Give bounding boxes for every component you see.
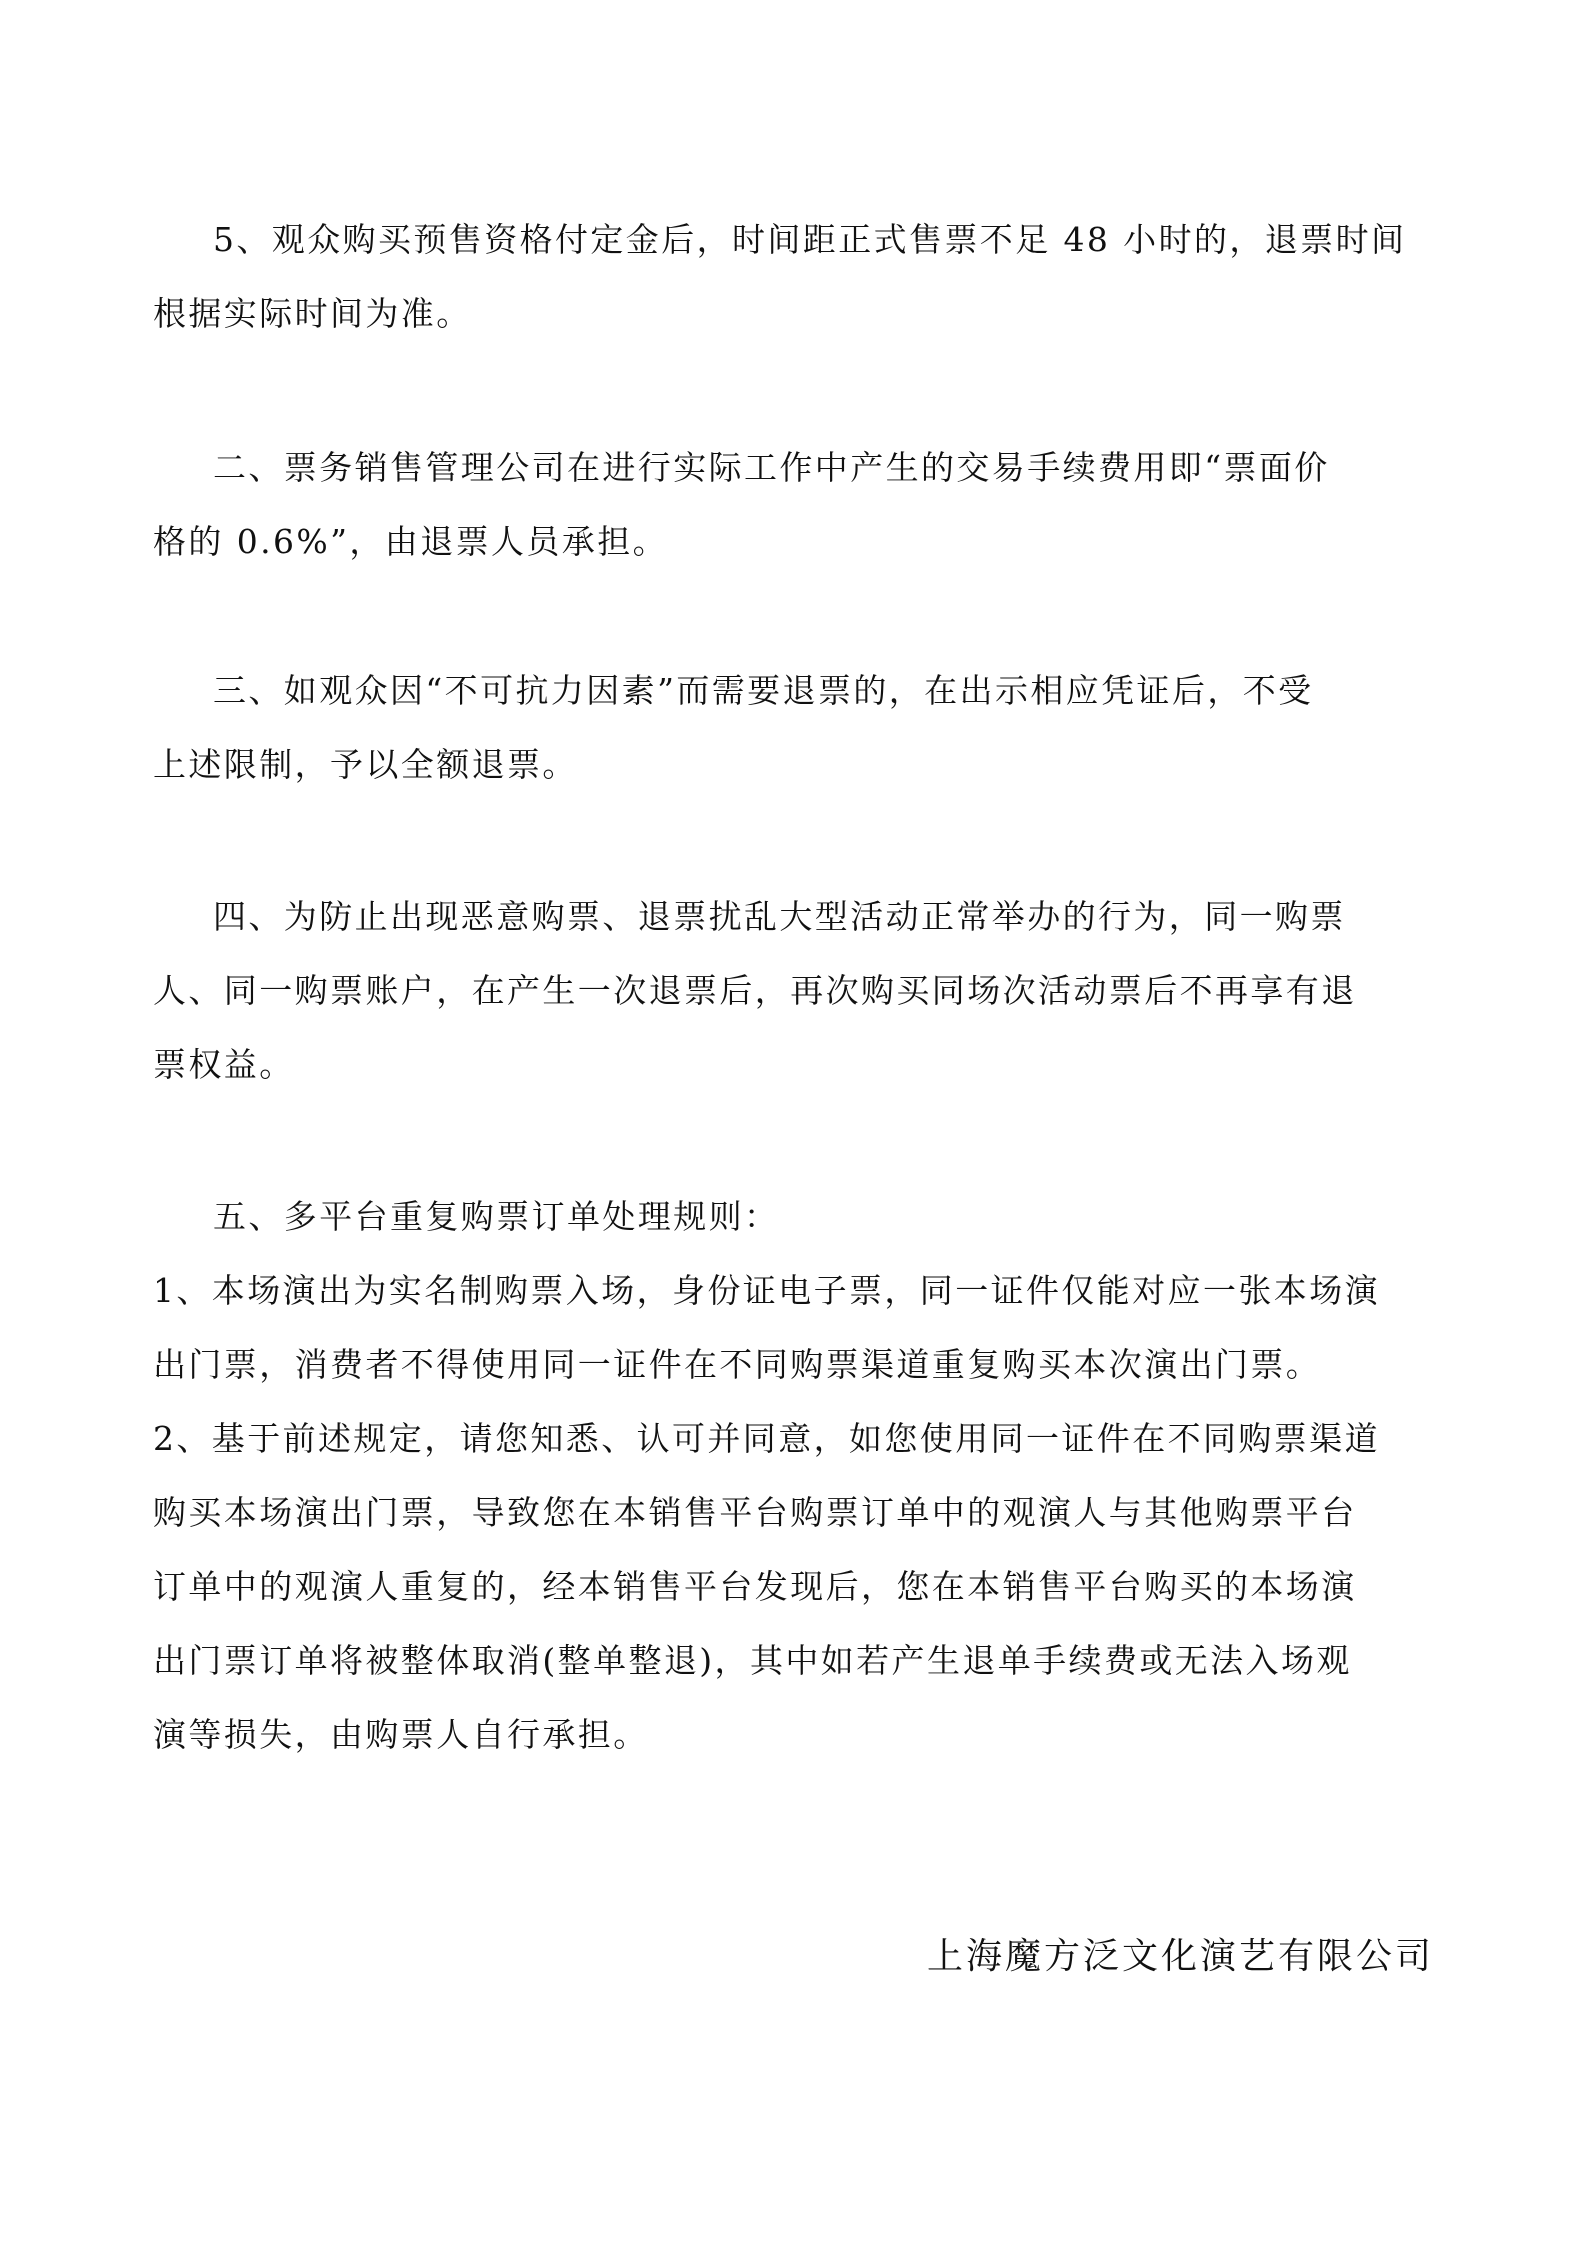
section-4-paragraph [153, 880, 1434, 1102]
section-5-line-6: 出门票订单将被整体取消(整单整退)，其中如若产生退单手续费或无法入场观 [153, 1641, 1352, 1680]
item-5-paragraph [153, 203, 1434, 351]
section-5-line-4: 购买本场演出门票，导致您在本销售平台购票订单中的观演人与其他购票平台 [153, 1493, 1357, 1532]
section-2-paragraph [153, 431, 1434, 579]
section-5-line-1: 1、本场演出为实名制购票入场，身份证电子票，同一证件仅能对应一张本场演 [153, 1271, 1380, 1310]
item-5-line-1: 5、观众购买预售资格付定金后，时间距正式售票不足 48 小时的，退票时间 [213, 220, 1407, 259]
section-5-line-3: 2、基于前述规定，请您知悉、认可并同意，如您使用同一证件在不同购票渠道 [153, 1419, 1380, 1458]
section-4-line-3: 票权益。 [153, 1045, 295, 1084]
section-4-line-1: 四、为防止出现恶意购票、退票扰乱大型活动正常举办的行为，同一购票 [213, 897, 1346, 936]
company-signature: 上海魔方泛文化演艺有限公司 [926, 1936, 1434, 1977]
section-5-paragraph [153, 1180, 1434, 1772]
section-5-line-2: 出门票，消费者不得使用同一证件在不同购票渠道重复购买本次演出门票。 [153, 1345, 1322, 1384]
section-2-line-2: 格的 0.6%”，由退票人员承担。 [153, 522, 668, 561]
section-3-line-1: 三、如观众因“不可抗力因素”而需要退票的，在出示相应凭证后，不受 [213, 671, 1314, 710]
item-5-line-2: 根据实际时间为准。 [153, 294, 472, 333]
section-4-line-2: 人、同一购票账户，在产生一次退票后，再次购买同场次活动票后不再享有退 [153, 971, 1357, 1010]
section-2-line-1: 二、票务销售管理公司在进行实际工作中产生的交易手续费用即“票面价 [213, 448, 1330, 487]
section-3-line-2: 上述限制，予以全额退票。 [153, 745, 578, 784]
section-3-paragraph [153, 654, 1434, 802]
section-5-line-5: 订单中的观演人重复的，经本销售平台发现后，您在本销售平台购买的本场演 [153, 1567, 1357, 1606]
section-5-heading: 五、多平台重复购票订单处理规则： [213, 1197, 780, 1236]
section-5-line-7: 演等损失，由购票人自行承担。 [153, 1715, 649, 1754]
